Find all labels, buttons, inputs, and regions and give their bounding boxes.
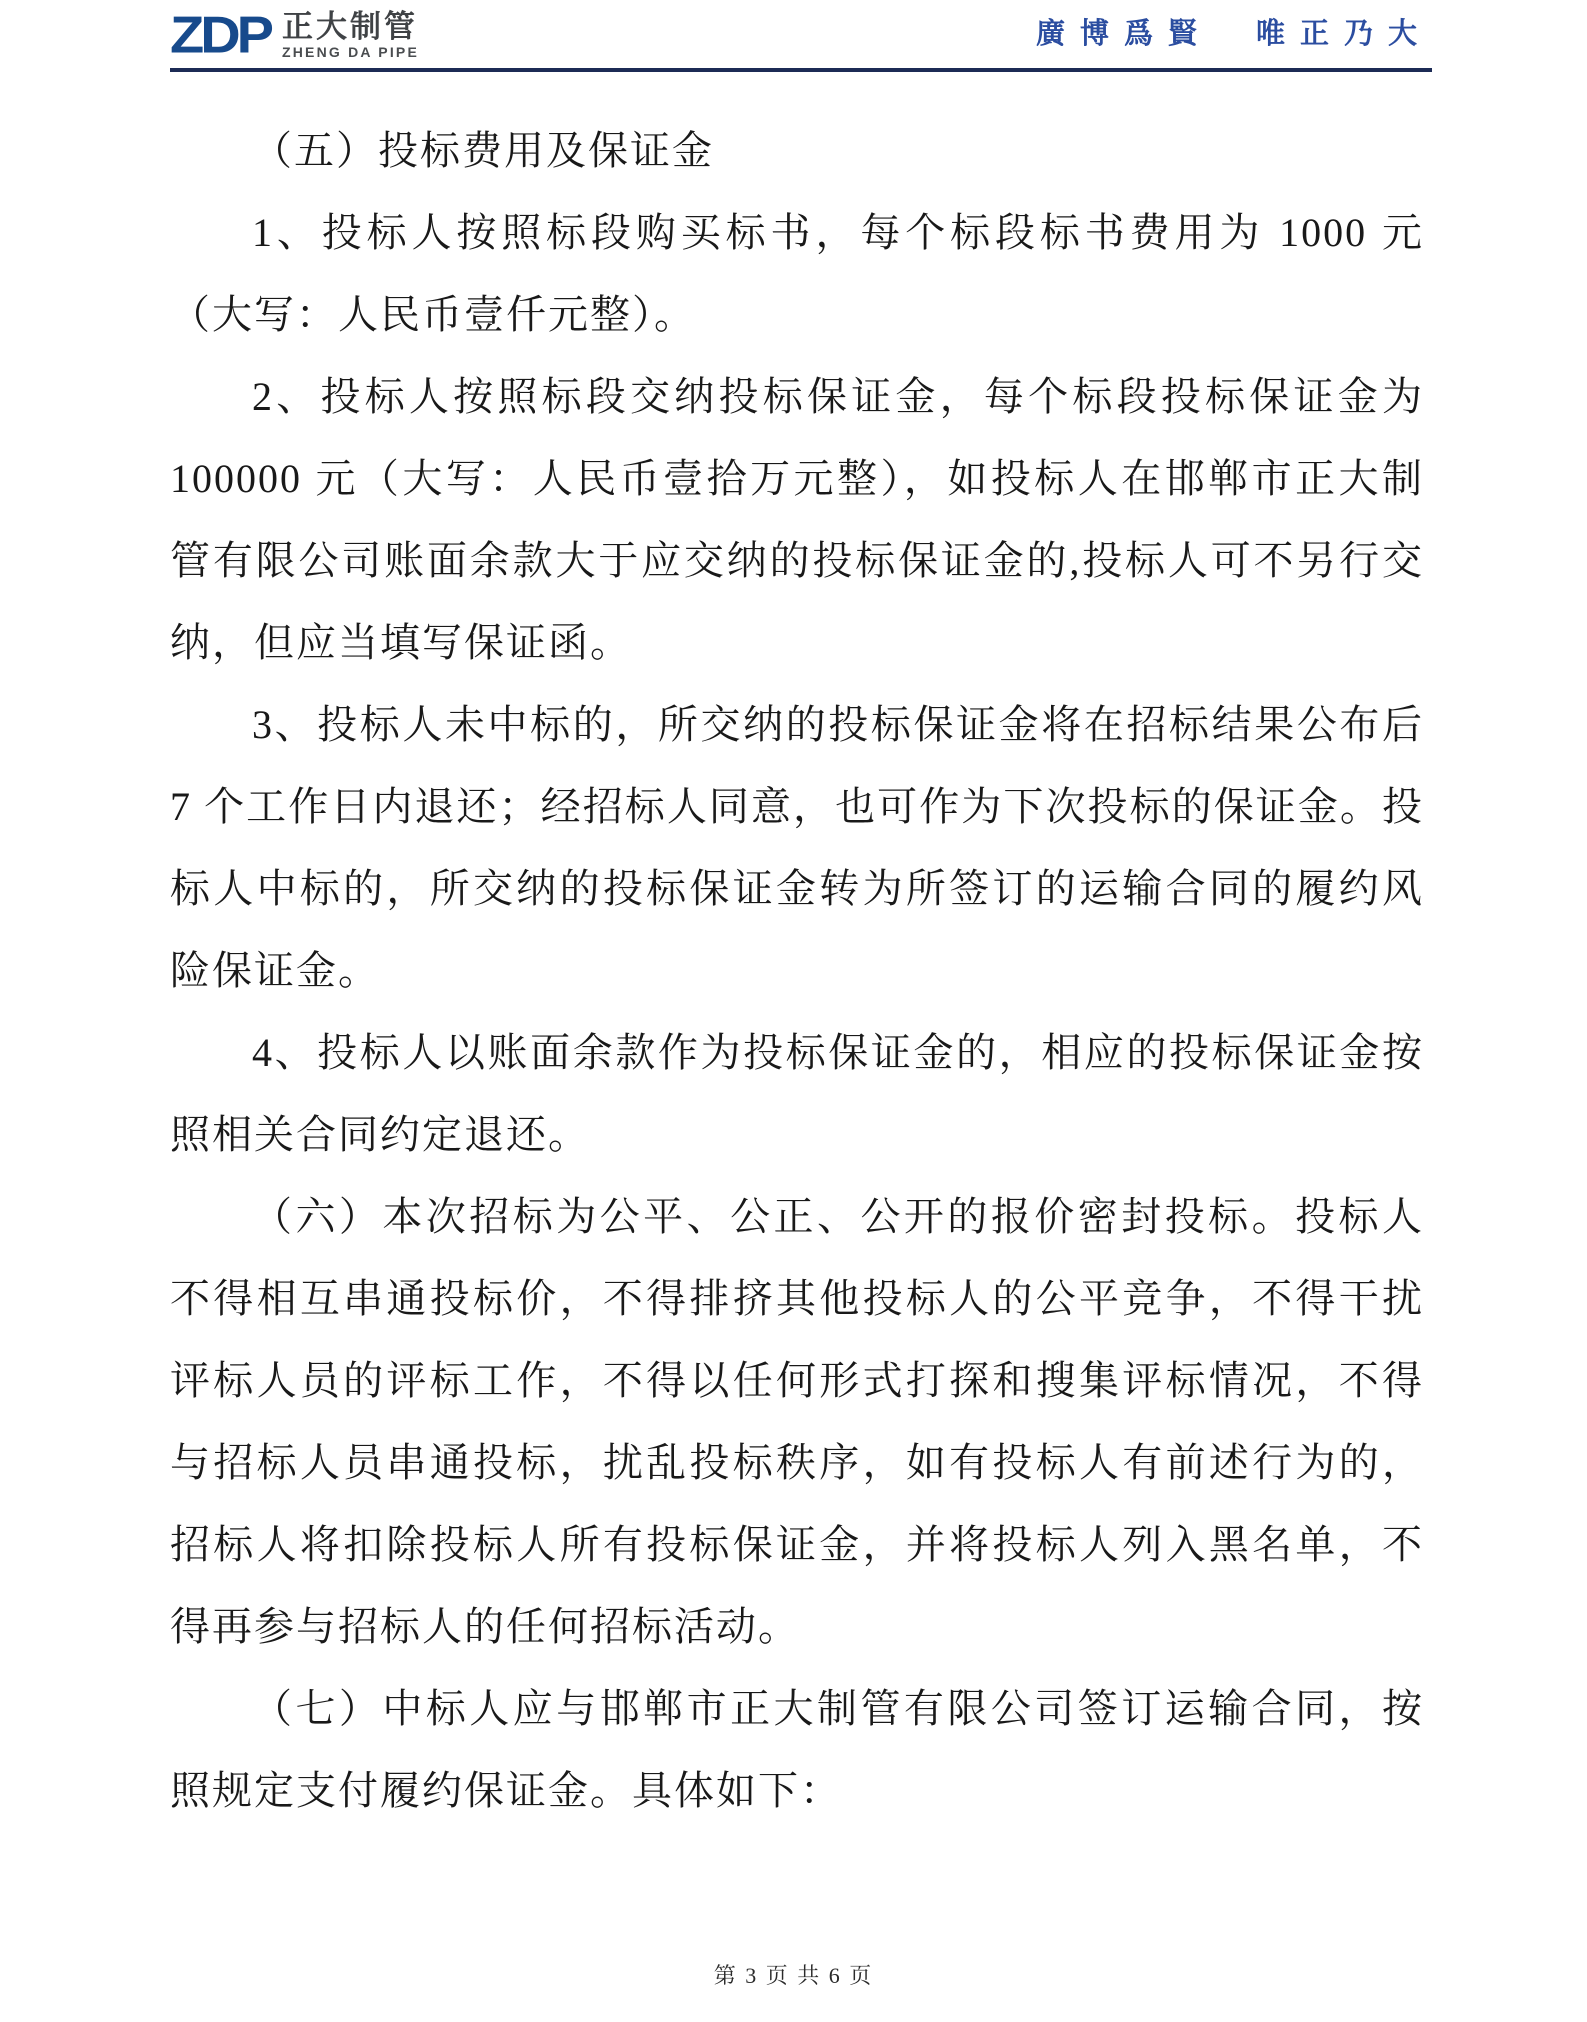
page-footer (0, 1959, 1587, 1990)
paragraph-section-7: （七）中标人应与邯郸市正大制管有限公司签订运输合同，按照规定支付履约保证金。具体如下： (170, 1686, 1424, 1814)
page-number: 第 3 页 共 6 页 (713, 1963, 874, 1988)
logo-zdp-mark: ZDP (170, 5, 270, 64)
header-motto: 廣博爲賢 唯正乃大 (1035, 18, 1432, 51)
company-logo (170, 5, 419, 64)
page-header (170, 5, 1432, 72)
paragraph-section-5-heading: （五）投标费用及保证金 (252, 128, 714, 174)
logo-company-name-cn: 正大制管 (282, 8, 418, 44)
paragraph-item-1: 1、投标人按照标段购买标书，每个标段标书费用为 1000 元（大写：人民币壹仟元整）。 (170, 210, 1424, 338)
paragraph-item-3: 3、投标人未中标的，所交纳的投标保证金将在招标结果公布后 7 个工作日内退还；经招标人同意，也可作为下次投标的保证金。投标人中标的，所交纳的投标保证金转为所签订的运输合同的履约风险保证金。 (170, 702, 1424, 994)
paragraph-item-4: 4、投标人以账面余款作为投标保证金的，相应的投标保证金按照相关合同约定退还。 (170, 1030, 1424, 1158)
logo-wordmark (282, 8, 419, 61)
logo-company-name-en: ZHENG DA PIPE (282, 44, 419, 61)
paragraph-section-6: （六）本次招标为公平、公正、公开的报价密封投标。投标人不得相互串通投标价，不得排挤其他投标人的公平竞争，不得干扰评标人员的评标工作，不得以任何形式打探和搜集评标情况，不得与招标人员串通投标，扰乱投标秩序，如有投标人有前述行为的，招标人将扣除投标人所有投标保证金，并将投标人列入黑名单，不得再参与招标人的任何招标活动。 (170, 1194, 1424, 1650)
paragraph-item-2: 2、投标人按照标段交纳投标保证金，每个标段投标保证金为 100000 元（大写：人民币壹拾万元整），如投标人在邯郸市正大制管有限公司账面余款大于应交纳的投标保证金的,投标人可不另行交纳，但应当填写保证函。 (170, 374, 1424, 666)
document-body (170, 72, 1424, 1832)
